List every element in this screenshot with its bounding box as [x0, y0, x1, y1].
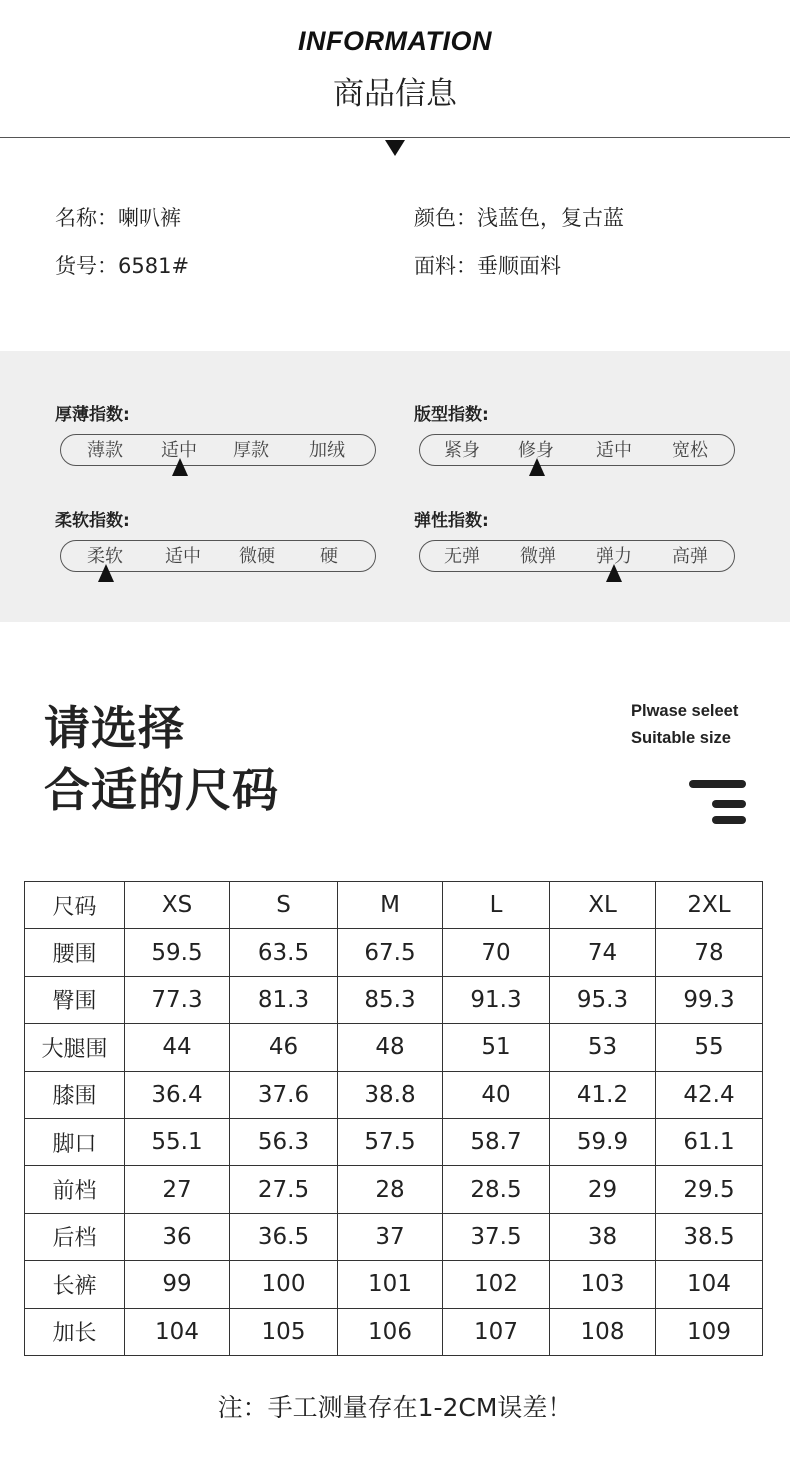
- table-cell: 78: [656, 929, 763, 976]
- fabric-value: 垂顺面料: [477, 254, 561, 278]
- table-cell: 99.3: [656, 976, 763, 1023]
- table-cell: 48: [338, 1024, 443, 1071]
- table-cell: 51: [443, 1024, 550, 1071]
- table-cell: 42.4: [656, 1071, 763, 1118]
- index-option: 高弹: [672, 546, 708, 567]
- select-heading-line1: 请选择: [44, 701, 185, 755]
- table-row: [25, 1213, 763, 1260]
- table-cell: 36.4: [125, 1071, 230, 1118]
- elasticity-index: [414, 506, 708, 567]
- table-cell: 77.3: [125, 976, 230, 1023]
- table-cell: 28.5: [443, 1166, 550, 1213]
- index-title: 版型指数:: [414, 405, 489, 425]
- selected-marker-icon: [172, 458, 188, 476]
- index-panel: [0, 351, 790, 622]
- fit-index: [414, 400, 708, 461]
- fabric-label: 面料：: [414, 254, 477, 278]
- table-cell: 27.5: [230, 1166, 338, 1213]
- table-cell: 后档: [25, 1213, 125, 1260]
- info-fabric: [414, 250, 561, 280]
- info-color: [414, 202, 624, 232]
- table-cell: 55: [656, 1024, 763, 1071]
- table-header-row: [25, 882, 763, 929]
- table-cell: 59.9: [550, 1118, 656, 1165]
- table-row: [25, 1118, 763, 1165]
- name-label: 名称：: [55, 206, 118, 230]
- table-cell: 81.3: [230, 976, 338, 1023]
- name-value: 喇叭裤: [118, 206, 181, 230]
- table-cell: 28: [338, 1166, 443, 1213]
- select-heading-line2: 合适的尺码: [44, 763, 279, 817]
- table-cell: 70: [443, 929, 550, 976]
- info-name: [55, 202, 181, 232]
- table-cell: 长裤: [25, 1261, 125, 1308]
- table-cell: 63.5: [230, 929, 338, 976]
- table-cell: 74: [550, 929, 656, 976]
- table-cell: 85.3: [338, 976, 443, 1023]
- table-cell: 61.1: [656, 1118, 763, 1165]
- index-title: 弹性指数:: [414, 511, 489, 531]
- table-cell: 腰围: [25, 929, 125, 976]
- table-row: [25, 1261, 763, 1308]
- table-cell: 40: [443, 1071, 550, 1118]
- table-cell: 99: [125, 1261, 230, 1308]
- table-cell: 103: [550, 1261, 656, 1308]
- table-cell: 100: [230, 1261, 338, 1308]
- table-row: [25, 976, 763, 1023]
- index-option: 加绒: [309, 440, 345, 461]
- table-cell: 105: [230, 1308, 338, 1355]
- table-row: [25, 929, 763, 976]
- color-value: 浅蓝色，复古蓝: [477, 206, 624, 230]
- table-header-cell: XL: [550, 882, 656, 929]
- down-triangle-icon: [385, 140, 405, 156]
- table-cell: 101: [338, 1261, 443, 1308]
- index-option: 宽松: [672, 440, 708, 461]
- index-title: 柔软指数:: [55, 511, 130, 531]
- index-option: 弹力: [596, 546, 632, 567]
- table-cell: 29.5: [656, 1166, 763, 1213]
- index-option: 适中: [161, 440, 197, 461]
- table-cell: 67.5: [338, 929, 443, 976]
- index-option: 微弹: [520, 546, 556, 567]
- index-option: 硬: [320, 546, 338, 567]
- table-header-cell: M: [338, 882, 443, 929]
- table-cell: 加长: [25, 1308, 125, 1355]
- table-cell: 56.3: [230, 1118, 338, 1165]
- thickness-index: [55, 400, 345, 461]
- table-cell: 27: [125, 1166, 230, 1213]
- table-row: [25, 1071, 763, 1118]
- product-info-title: 商品信息: [333, 76, 457, 112]
- table-cell: 膝围: [25, 1071, 125, 1118]
- table-cell: 59.5: [125, 929, 230, 976]
- table-header-cell: XS: [125, 882, 230, 929]
- index-option: 无弹: [444, 546, 480, 567]
- select-subheading-line1: Plwase seleet: [631, 702, 739, 720]
- table-cell: 104: [125, 1308, 230, 1355]
- softness-index: [55, 506, 338, 567]
- table-cell: 102: [443, 1261, 550, 1308]
- measurement-note: 注：手工测量存在1-2CM误差！: [217, 1393, 573, 1422]
- index-option: 修身: [518, 440, 554, 461]
- header-divider: [0, 137, 790, 138]
- table-cell: 107: [443, 1308, 550, 1355]
- table-cell: 前档: [25, 1166, 125, 1213]
- table-header-cell: S: [230, 882, 338, 929]
- color-label: 颜色：: [414, 206, 477, 230]
- table-header-cell: 2XL: [656, 882, 763, 929]
- table-cell: 38.8: [338, 1071, 443, 1118]
- index-option: 薄款: [87, 440, 123, 461]
- table-cell: 38.5: [656, 1213, 763, 1260]
- table-cell: 106: [338, 1308, 443, 1355]
- table-cell: 41.2: [550, 1071, 656, 1118]
- sku-value: 6581#: [118, 254, 190, 278]
- table-header-cell: 尺码: [25, 882, 125, 929]
- table-cell: 55.1: [125, 1118, 230, 1165]
- table-cell: 29: [550, 1166, 656, 1213]
- table-cell: 36: [125, 1213, 230, 1260]
- table-cell: 36.5: [230, 1213, 338, 1260]
- sku-label: 货号：: [55, 254, 118, 278]
- index-option: 微硬: [239, 546, 275, 567]
- table-row: [25, 1166, 763, 1213]
- index-option: 紧身: [444, 440, 480, 461]
- table-cell: 95.3: [550, 976, 656, 1023]
- table-cell: 57.5: [338, 1118, 443, 1165]
- table-cell: 46: [230, 1024, 338, 1071]
- table-cell: 臀围: [25, 976, 125, 1023]
- table-cell: 91.3: [443, 976, 550, 1023]
- select-subheading-line2: Suitable size: [631, 729, 731, 747]
- table-cell: 109: [656, 1308, 763, 1355]
- selected-marker-icon: [529, 458, 545, 476]
- table-cell: 37.5: [443, 1213, 550, 1260]
- table-cell: 脚口: [25, 1118, 125, 1165]
- index-option: 适中: [596, 440, 632, 461]
- information-title: INFORMATION: [298, 26, 492, 56]
- table-cell: 108: [550, 1308, 656, 1355]
- table-header-cell: L: [443, 882, 550, 929]
- table-cell: 104: [656, 1261, 763, 1308]
- table-cell: 58.7: [443, 1118, 550, 1165]
- selected-marker-icon: [606, 564, 622, 582]
- table-cell: 37.6: [230, 1071, 338, 1118]
- selected-marker-icon: [98, 564, 114, 582]
- table-row: [25, 1024, 763, 1071]
- table-cell: 37: [338, 1213, 443, 1260]
- table-cell: 44: [125, 1024, 230, 1071]
- index-option: 柔软: [87, 546, 123, 567]
- info-sku: [55, 250, 189, 280]
- table-row: [25, 1308, 763, 1355]
- table-cell: 大腿围: [25, 1024, 125, 1071]
- index-title: 厚薄指数:: [55, 405, 130, 425]
- table-cell: 53: [550, 1024, 656, 1071]
- table-cell: 38: [550, 1213, 656, 1260]
- index-option: 厚款: [233, 440, 269, 461]
- size-table: [24, 881, 763, 1356]
- index-option: 适中: [165, 546, 201, 567]
